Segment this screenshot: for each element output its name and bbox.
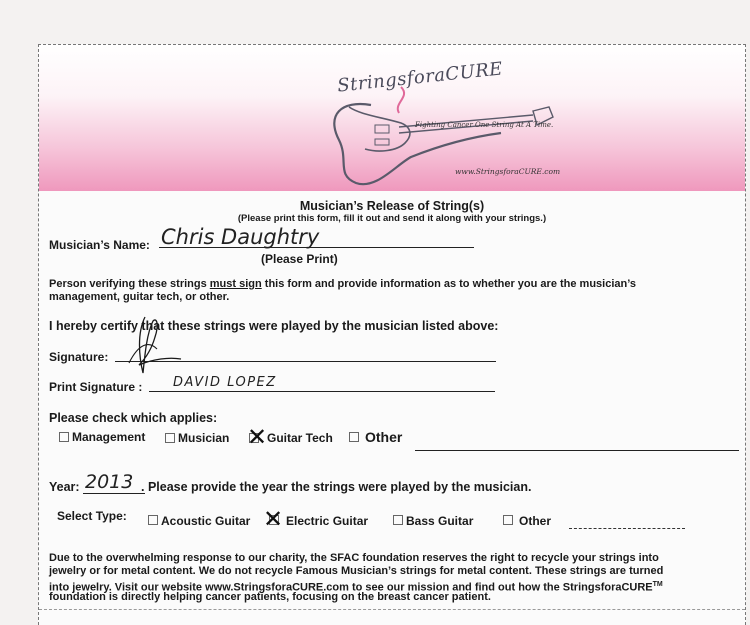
type-other-checkbox[interactable] <box>503 515 513 525</box>
role-other-label: Other <box>365 429 403 445</box>
signature-label: Signature: <box>49 350 109 364</box>
musician-checkbox[interactable] <box>165 433 175 443</box>
year-instruction: . Please provide the year the strings were played by the musician. <box>141 480 532 494</box>
guitar-tech-label: Guitar Tech <box>267 431 333 445</box>
acoustic-guitar-checkbox[interactable] <box>148 515 158 525</box>
print-signature-line <box>149 391 495 392</box>
role-other-line[interactable] <box>415 450 739 451</box>
bass-guitar-label: Bass Guitar <box>406 514 474 528</box>
form-title: Musician’s Release of String(s) <box>299 199 485 213</box>
logo-url: www.StringsforaCURE.com <box>455 167 561 176</box>
musician-name-line <box>159 247 474 248</box>
check-applies-label: Please check which applies: <box>49 411 218 425</box>
footer-line-4: foundation is directly helping cancer patients, focusing on the breast cancer patient. <box>49 591 491 603</box>
musician-label: Musician <box>178 431 230 445</box>
type-other-label: Other <box>519 514 552 528</box>
select-type-label: Select Type: <box>57 509 127 523</box>
footer-line-1: Due to the overwhelming response to our charity, the SFAC foundation reserves the right to recycle your strings into <box>49 552 659 564</box>
footer-line-2: jewelry or for metal content. We do not recycle Famous Musician’s strings for metal content. These strings are turned <box>49 565 664 577</box>
management-checkbox[interactable] <box>59 432 69 442</box>
verify-text-post: this form and provide information as to whether you are the musician’s <box>261 278 637 290</box>
management-label: Management <box>72 430 146 444</box>
logo-wordmark: StringsforaCURE <box>336 58 504 97</box>
musician-name-value[interactable]: Chris Daughtry <box>161 225 320 249</box>
print-signature-value[interactable]: DAVID LOPEZ <box>173 375 277 390</box>
certify-text: I hereby certify that these strings were played by the musician listed above: <box>49 319 499 333</box>
signature-scribble-icon[interactable] <box>109 313 189 381</box>
verify-text <box>49 278 636 292</box>
year-value[interactable]: 2013 <box>85 471 134 493</box>
acoustic-guitar-label: Acoustic Guitar <box>161 514 251 528</box>
electric-guitar-label: Electric Guitar <box>286 514 369 528</box>
year-label: Year: <box>49 480 80 494</box>
form-subtitle: (Please print this form, fill it out and send it along with your strings.) <box>237 213 547 224</box>
guitar-tech-check-mark-icon: ✕ <box>247 423 268 451</box>
year-line <box>83 493 145 494</box>
musician-name-label: Musician’s Name: <box>49 238 150 252</box>
type-other-line[interactable] <box>569 528 685 529</box>
trademark-mark: TM <box>652 581 663 588</box>
print-signature-label: Print Signature : <box>49 380 143 394</box>
release-form-page <box>38 44 746 625</box>
electric-guitar-check-mark-icon: ✕ <box>263 505 284 533</box>
verify-text-must-sign: must sign <box>209 278 262 290</box>
verify-text-pre: Person verifying these strings <box>49 278 210 290</box>
cut-line <box>39 609 745 610</box>
footer-line-3-text: into jewelry. Visit our website www.StringsforaCURE.com to see our mission and find out how the StringsforaCURE <box>49 581 653 594</box>
please-print-note: (Please Print) <box>261 252 338 266</box>
bass-guitar-checkbox[interactable] <box>393 515 403 525</box>
verify-text-line2: management, guitar tech, or other. <box>49 291 230 303</box>
role-other-checkbox[interactable] <box>349 432 359 442</box>
logo-tagline: Fighting Cancer One String At A Time. <box>415 121 554 129</box>
